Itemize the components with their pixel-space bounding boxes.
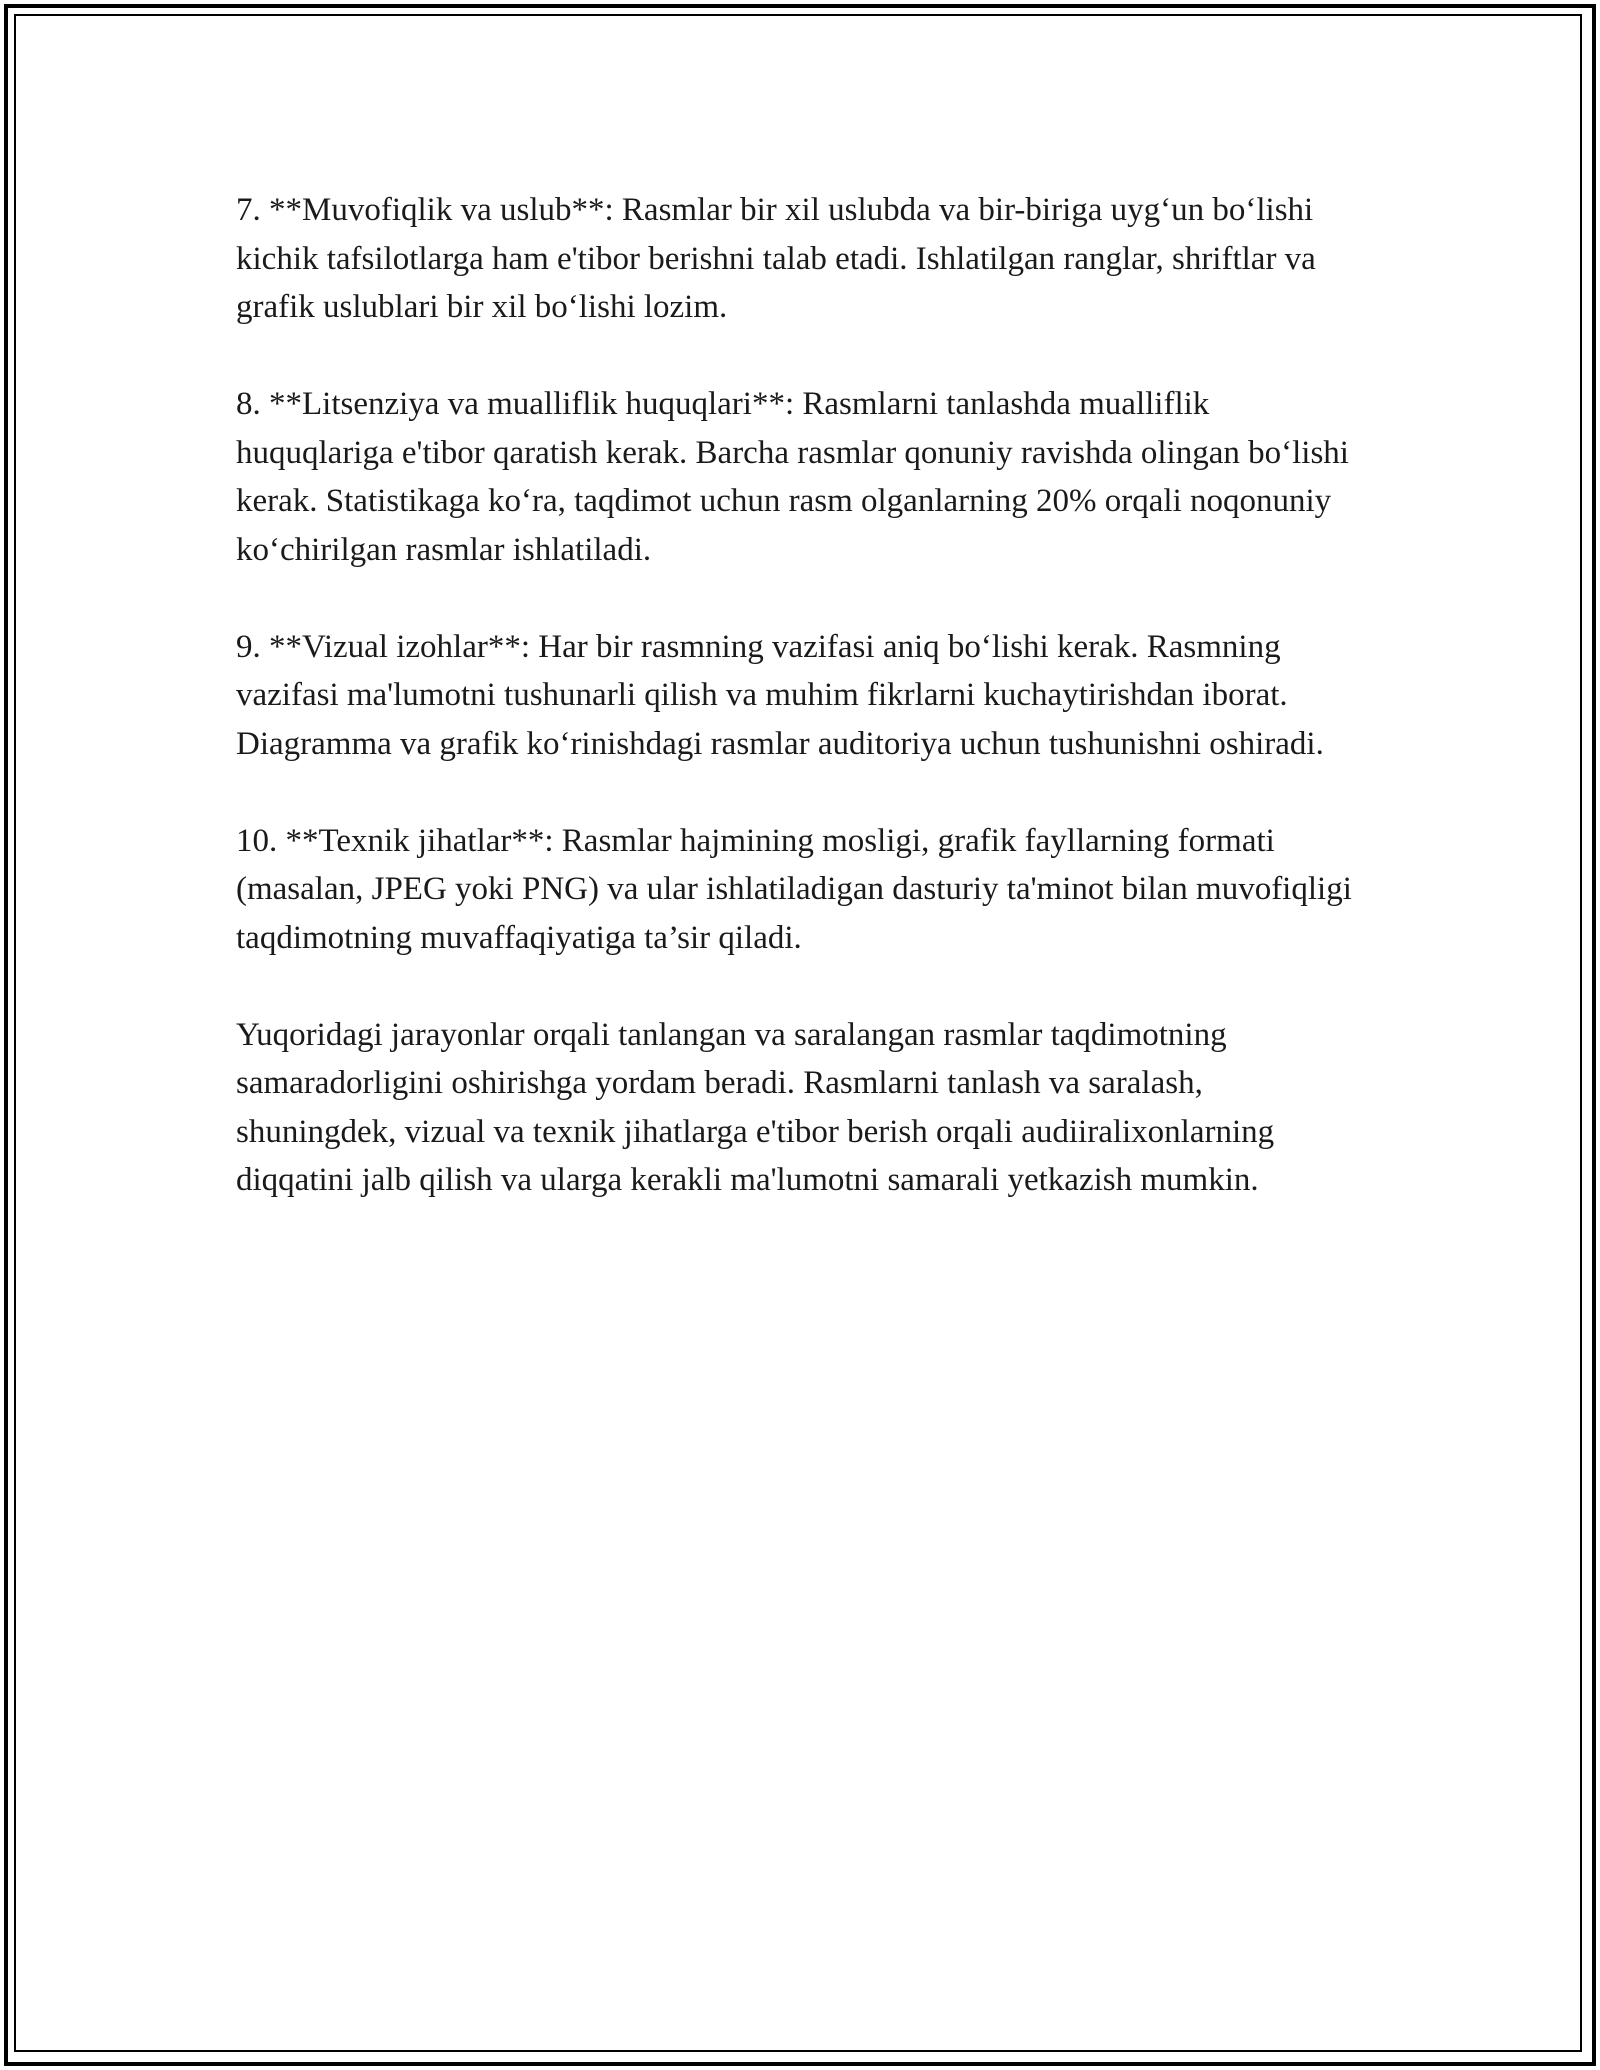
document-body (236, 186, 1366, 1253)
paragraph-item-7: 7. **Muvofiqlik va uslub**: Rasmlar bir xil uslubda va bir-biriga uyg‘un bo‘lishi kichik tafsilotlarga ham e'tibor berishni talab etadi. Ishlatilgan ranglar, shriftlar va grafik uslublari bir xil bo‘lishi lozim. (236, 192, 1316, 325)
paragraph-item-10: 10. **Texnik jihatlar**: Rasmlar hajmining mosligi, grafik fayllarning formati (masalan, JPEG yoki PNG) va ular ishlatiladigan dasturiy ta'minot bilan muvofiqligi taqdimotning muvaffaqiyatiga ta’sir qiladi. (236, 822, 1352, 956)
paragraph-conclusion: Yuqoridagi jarayonlar orqali tanlangan va saralangan rasmlar taqdimotning samaradorligini oshirishga yordam beradi. Rasmlarni tanlash va saralash, shuningdek, vizual va texnik jihatlarga e'tibor berish orqali audiiralixonlarning diqqatini jalb qilish va ularga kerakli ma'lumotni samarali yetkazish mumkin. (236, 1016, 1275, 1198)
paragraph-item-8: 8. **Litsenziya va mualliflik huquqlari**: Rasmlarni tanlashda mualliflik huquqlariga e'tibor qaratish kerak. Barcha rasmlar qonuniy ravishda olingan bo‘lishi kerak. Statistikaga ko‘ra, taqdimot uchun rasm olganlarning 20% orqali noqonuniy ko‘chirilgan rasmlar ishlatiladi. (236, 386, 1349, 568)
paragraph-item-9: 9. **Vizual izohlar**: Har bir rasmning vazifasi aniq bo‘lishi kerak. Rasmning vazifasi ma'lumotni tushunarli qilish va muhim fikrlarni kuchaytirishdan iborat. Diagramma va grafik ko‘rinishdagi rasmlar auditoriya uchun tushunishni oshiradi. (236, 628, 1324, 762)
